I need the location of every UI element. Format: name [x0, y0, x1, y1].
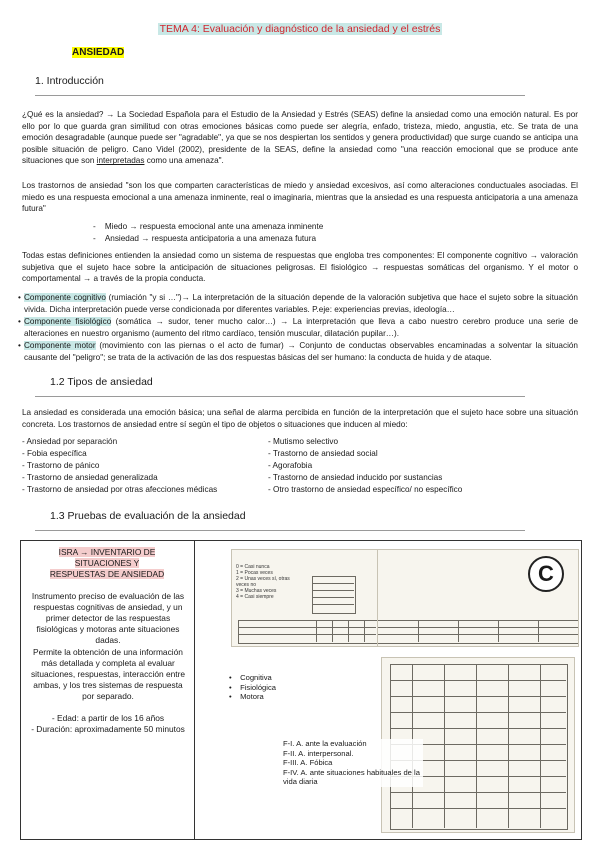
isra-detail: Permite la obtención de una información más detallada y completa al evaluar situaciones, respuestas, interacción entre ambas, y los tres sistemas de respuesta por separado.: [30, 647, 186, 701]
component-fisiologico: • Componente fisiológico (somática → sudor, tener mucho calor…) → La interpretación que lleva a cabo nuestro cerebro produce una serie de alteraciones en nuestro organismo (aumento del ritmo cardíaco, tensión muscular, dilatación pupilar…).: [18, 317, 579, 338]
list-item: - Trastorno de ansiedad social: [268, 449, 378, 458]
item-grid: [238, 620, 378, 644]
types-heading: 1.2 Tipos de ansiedad: [50, 376, 153, 388]
scale-box: [312, 576, 356, 614]
intro-paragraph-2: Los trastornos de ansiedad "son los que comparten características de miedo y ansiedad excesivos, así como alteraciones conductuales asociadas. El miedo es una respuesta emocional a una amenaza inminente, real o imaginaria, mientras que la ansiedad es una respuesta anticipatoria a una amenaza futura": [22, 181, 578, 214]
isra-duration: - Duración: aproximadamente 50 minutos: [31, 724, 185, 734]
list-item: F-I. A. ante la evaluación: [283, 739, 367, 748]
list-item: - Otro trastorno de ansiedad específico/ no específico: [268, 485, 463, 494]
list-item: - Trastorno de ansiedad generalizada: [22, 473, 158, 482]
list-item: F-III. A. Fóbica: [283, 758, 333, 768]
component-cognitivo: • Componente cognitivo (rumiación "y si …")→ La interpretación de la situación depende de la valoración subjetiva que hace el sujeto sobre la situación vivida. Dicha interpretación puede verse condicionada por diferentes variables. P.eje: experiencias previas, ideología…: [18, 293, 578, 314]
list-item: • Fisiológica: [229, 682, 276, 692]
isra-table: [20, 540, 582, 840]
types-list-left: [22, 436, 272, 496]
response-sheet-scan: [231, 549, 379, 647]
divider: [35, 530, 525, 531]
types-paragraph: La ansiedad es considerada una emoción básica; una señal de alarma percibida en función de la interpretación que el sujeto hace sobre una situación concreta. Los trastornos de ansiedad entre sí según el tipo de objetos o situaciones que inducen al miedo:: [22, 408, 578, 429]
factors-list: [283, 739, 423, 787]
list-item: • Motora: [229, 692, 264, 702]
isra-age: - Edad: a partir de los 16 años: [51, 713, 165, 723]
response-systems-list: [229, 673, 276, 702]
dash-item-miedo: - Miedo → respuesta emocional ante una amenaza inminente: [93, 222, 324, 231]
dash-item-ansiedad: - Ansiedad → respuesta anticipatoria a una amenaza futura: [93, 234, 317, 243]
copyright-c-icon: C: [528, 556, 564, 592]
list-item: - Agorafobia: [268, 461, 313, 470]
isra-description: Instrumento preciso de evaluación de las respuestas cognitivas de ansiedad, y un primer detector de las respuestas fisiológicas y motoras ante situaciones dadas.: [31, 591, 185, 645]
response-sheet-scan-right: [377, 549, 579, 647]
intro-paragraph-1: ¿Qué es la ansiedad? → La Sociedad Española para el Estudio de la Ansiedad y Estrés (SEAS) define la ansiedad como una emoción natural. Es por ello por lo que guarda gran similitud con otras emociones básicas como puede ser alegría, enfado, tristeza, miedo, angustia, etc. Se trata de una emoción desagradable (aunque puede ser "agradable", ya que se nos despiertan los sentidos y genera productividad) que surge cuando se anticipa una posible situación de peligro. Cano Videl (2002), presidente de la SEAS, define la ansiedad como "una reacción emocional que se produce ante situaciones que son interpretadas como una amenaza".: [22, 110, 578, 166]
intro-paragraph-3: Todas estas definiciones entienden la ansiedad como un sistema de respuestas que engloba tres componentes: El componente cognitivo → valoración subjetiva que el sujeto hace sobre la anticipación de situaciones peligrosas. El fisiológico → respuestas somáticas del organismo. Y el motor o comportamental → a través de la propia conducta.: [22, 251, 578, 284]
divider: [35, 396, 525, 397]
isra-title: ISRA → INVENTARIO DE SITUACIONES Y RESPUESTAS DE ANSIEDAD: [49, 547, 165, 579]
divider: [35, 95, 525, 96]
section-label: ANSIEDAD: [72, 47, 125, 58]
list-item: - Fobia específica: [22, 449, 87, 458]
tests-heading: 1.3 Pruebas de evaluación de la ansiedad: [50, 510, 246, 522]
list-item: - Ansiedad por separación: [22, 437, 118, 446]
list-item: F-II. A. interpersonal.: [283, 748, 354, 758]
intro-heading: 1. Introducción: [35, 75, 104, 87]
list-item: - Trastorno de ansiedad inducido por sustancias: [268, 473, 443, 482]
list-item: F-IV. A. ante situaciones habituales de la vida diaria: [283, 767, 420, 787]
rating-scale: 0 = Casi nunca 1 = Pocas veces 2 = Unas veces sí, otras veces no 3 = Muchas veces 4 = Casi siempre: [236, 564, 290, 600]
document-title: TEMA 4: Evaluación y diagnóstico de la ansiedad y el estrés: [159, 23, 441, 35]
list-item: - Trastorno de pánico: [22, 461, 100, 470]
list-item: • Cognitiva: [229, 673, 272, 682]
table-divider: [194, 541, 195, 839]
types-list-right: [268, 436, 578, 496]
component-motor: • Componente motor (movimiento con las piernas o el acto de fumar) → Conjunto de conductas observables encaminadas a solventar la situación causante del "peligro"; se trata de la activación de las dos respuestas básicas del ser humano: la conducta de huida y de ataque.: [18, 341, 578, 362]
list-item: - Trastorno de ansiedad por otras afecciones médicas: [22, 485, 218, 494]
list-item: - Mutismo selectivo: [268, 437, 339, 446]
